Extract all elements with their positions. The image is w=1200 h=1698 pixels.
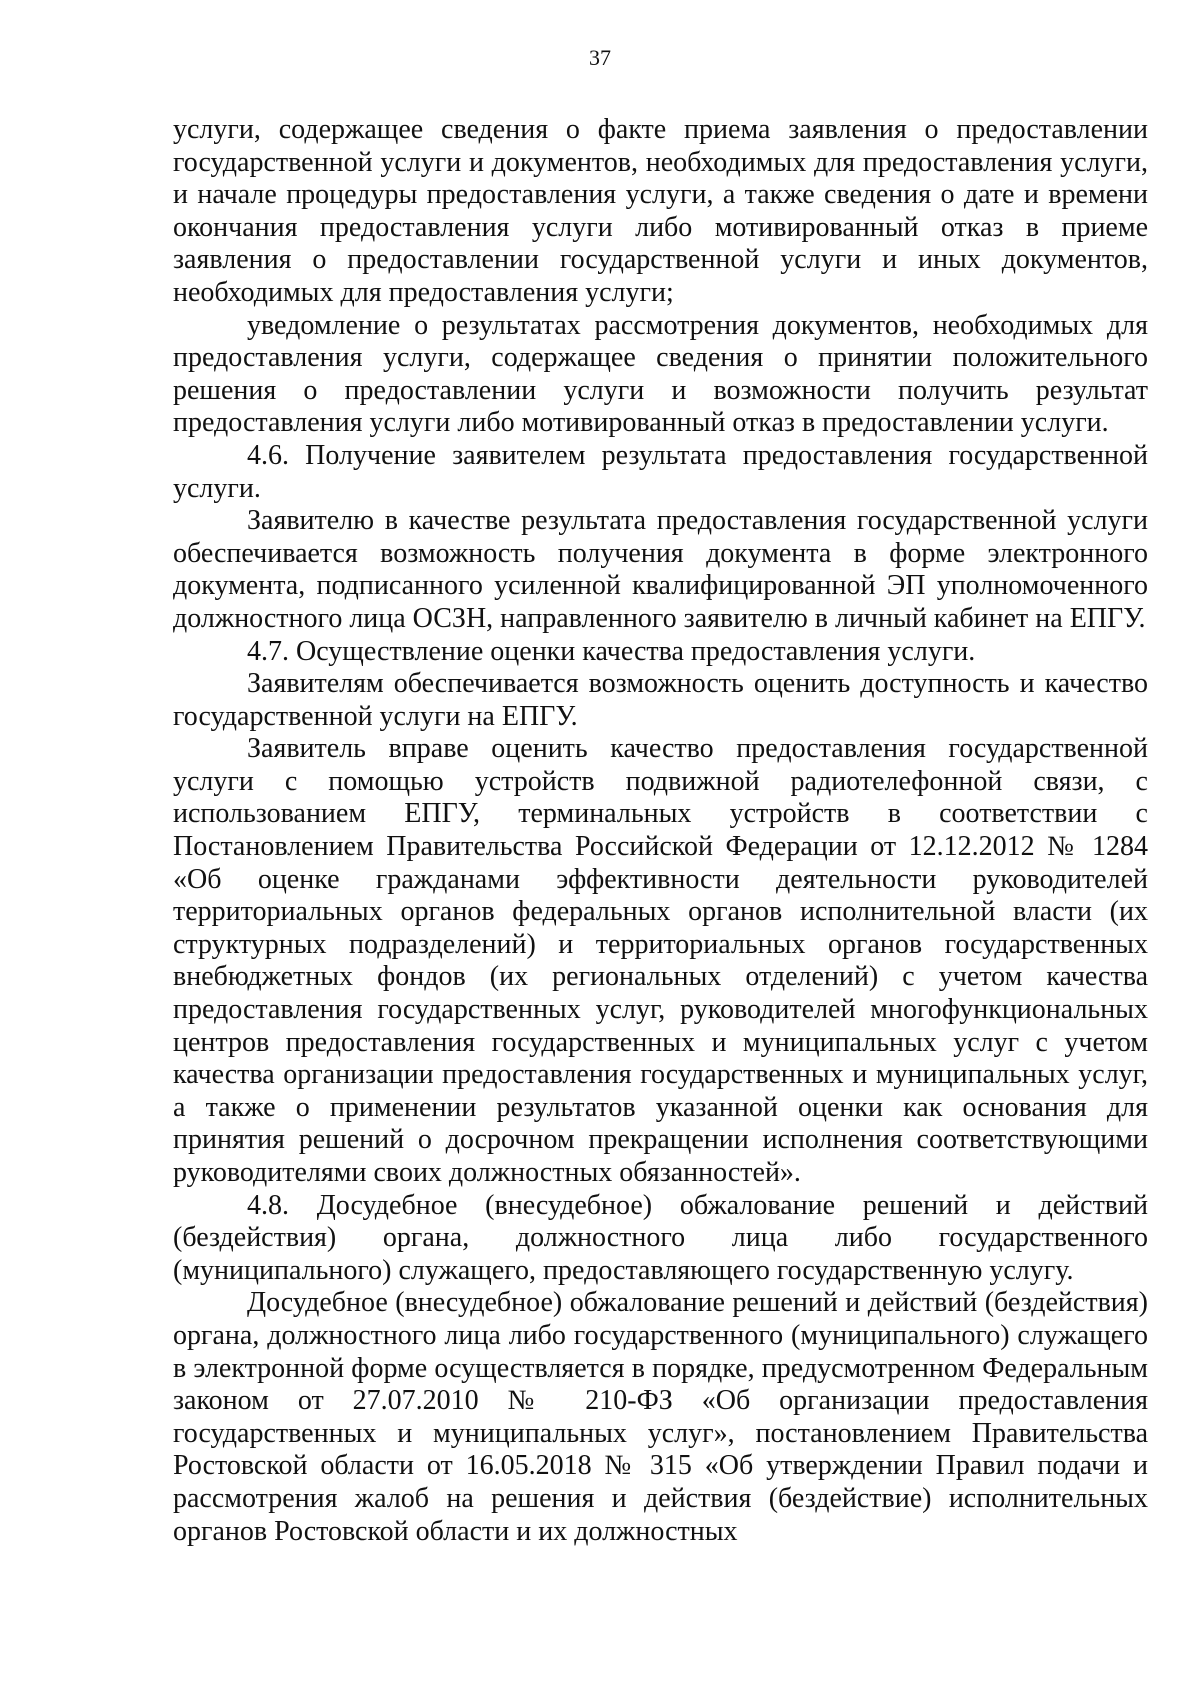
paragraph: Заявителю в качестве результата предоставления государственной услуги обеспечивается возможность получения документа в форме электронного документа, подписанного усиленной квалифицированной ЭП уполномоченного должностного лица ОСЗН, направленного заявителю в личный кабинет на ЕПГУ. <box>173 505 1148 634</box>
paragraph: уведомление о результатах рассмотрения документов, необходимых для предоставления услуги, содержащее сведения о принятии положительного решения о предоставлении услуги и возможности получить результат предоставления услуги либо мотивированный отказ в предоставлении услуги. <box>173 309 1148 439</box>
document-body <box>173 114 1148 1548</box>
paragraph: услуги, содержащее сведения о факте приема заявления о предоставлении государственной услуги и документов, необходимых для предоставления услуги, и начале процедуры предоставления услуги, а также сведения о дате и времени окончания предоставления услуги либо мотивированный отказ в приеме заявления о предоставлении государственной услуги и иных документов, необходимых для предоставления услуги; <box>173 114 1148 308</box>
section-heading-4-8: 4.8. Досудебное (внесудебное) обжалование решений и действий (бездействия) органа, должностного лица либо государственного (муниципального) служащего, предоставляющего государственную услугу. <box>173 1189 1148 1286</box>
section-heading-4-7: 4.7. Осуществление оценки качества предоставления услуги. <box>247 635 976 667</box>
section-heading-4-6: 4.6. Получение заявителем результата предоставления государственной услуги. <box>173 439 1148 504</box>
paragraph: Досудебное (внесудебное) обжалование решений и действий (бездействия) органа, должностного лица либо государственного (муниципального) служащего в электронной форме осуществляется в порядке, предусмотренном Федеральным законом от 27.07.2010 № 210-ФЗ «Об организации предоставления государственных и муниципальных услуг», постановлением Правительства Ростовской области от 16.05.2018 № 315 «Об утверждении Правил подачи и рассмотрения жалоб на решения и действия (бездействие) исполнительных органов Ростовской области и их должностных <box>173 1287 1148 1547</box>
paragraph: Заявителям обеспечивается возможность оценить доступность и качество государственной услуги на ЕПГУ. <box>173 668 1148 732</box>
page-number: 37 <box>589 45 611 70</box>
paragraph: Заявитель вправе оценить качество предоставления государственной услуги с помощью устройств подвижной радиотелефонной связи, с использованием ЕПГУ, терминальных устройств в соответствии с Постановлением Правительства Российской Федерации от 12.12.2012 № 1284 «Об оценке гражданами эффективности деятельности руководителей территориальных органов федеральных органов исполнительной власти (их структурных подразделений) и территориальных органов государственных внебюджетных фондов (их региональных отделений) с учетом качества предоставления государственных услуг, руководителей многофункциональных центров предоставления государственных и муниципальных услуг с учетом качества организации предоставления государственных и муниципальных услуг, а также о применении результатов указанной оценки как основания для принятия решений о досрочном прекращении исполнения соответствующими руководителями своих должностных обязанностей». <box>173 733 1148 1188</box>
